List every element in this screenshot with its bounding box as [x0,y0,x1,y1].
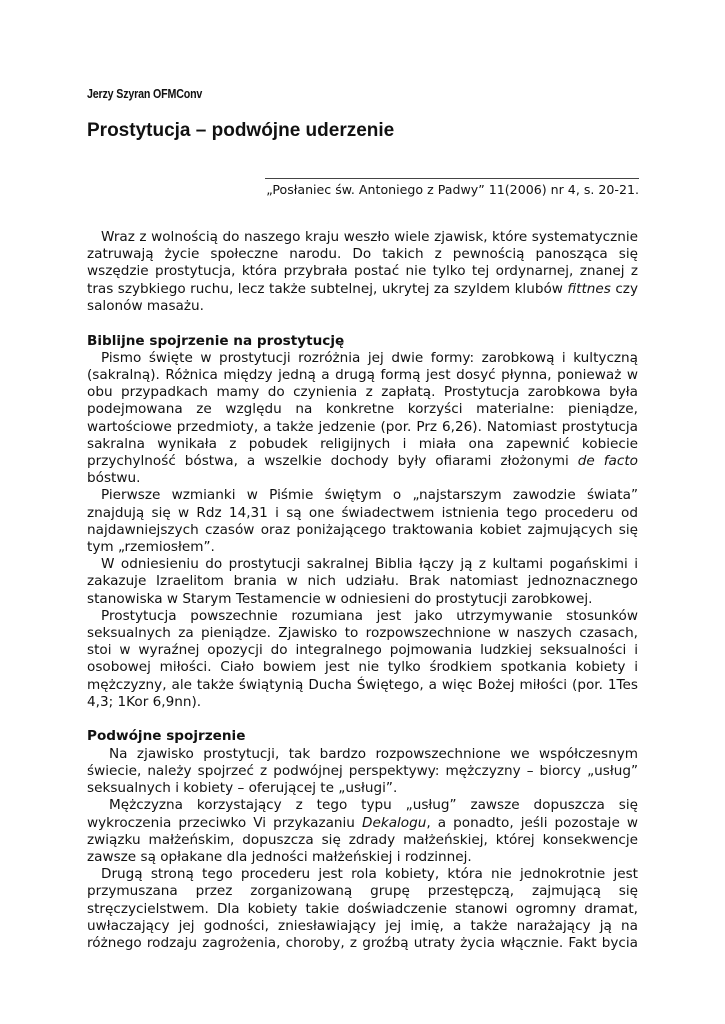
section-heading-double-view: Podwójne spojrzenie [87,728,246,745]
section2-paragraph-3: Drugą stroną tego procederu jest rola kobiety, która nie jednokrotnie jest przymuszana przez zorganizowaną grupę przestępczą, zajmującą się stręczycielstwem. Dla kobiety takie doświadczenie stanowi ogromny dramat, uwłaczający jej godności, zniesławiający jej imię, a także narażający ją na różnego rodzaju zagrożenia, choroby, z groźbą utraty życia włącznie. Fakt bycia [87,866,638,951]
intro-text-2: czy salonów masażu. [87,280,638,314]
s2p2-emphasis: Dekalogu [362,814,427,831]
intro-text-1: Wraz z wolnością do naszego kraju weszło wiele zjawisk, które systematycznie zatruwają życie społeczne narodu. Do takich z pewnością panosząca się wszędzie prostytucja, która przybrała postać nie tylko tej ordynarnej, znanej z tras szybkiego ruchu, lecz także subtelnej, ukrytej za szyldem klubów [87,229,638,297]
section1-paragraph-2: Pierwsze wzmianki w Piśmie świętym o „najstarszym zawodzie świata” znajdują się w Rdz 14,31 i są one świadectwem istnienia tego procederu od najdawniejszych czasów oraz poniżającego traktowania kobiet zajmujących się tym „rzemiosłem”. [87,487,638,555]
section1-paragraph-4: Prostytucja powszechnie rozumiana jest jako utrzymywanie stosunków seksualnych za pieniądze. Zjawisko to rozpowszechnione w naszych czasach, stoi w wyraźnej opozycji do integralnego pojmowania ludzkiej seksualności i osobowej miłości. Ciało bowiem jest nie tylko środkiem spotkania kobiety i mężczyzny, ale także świątynią Ducha Świętego, a więc Bożej miłości (por. 1Tes 4,3; 1Kor 6,9nn). [87,607,638,710]
article-title: Prostytucja – podwójne uderzenie [87,120,395,141]
s1p1-text-2: bóstwu. [87,470,141,487]
section2-paragraph-2 [87,797,638,866]
section1-paragraph-1 [87,350,638,488]
intro-emphasis: fittnes [567,280,611,297]
s2p2-text-2: , a ponadto, jeśli pozostaje w związku małżeńskim, dopuszcza się zdrady małżeńskiej, której konsekwencje zawsze są opłakane dla jedności małżeńskiej i rodzinnej. [87,814,639,865]
s2p2-text-1: Mężczyzna korzystający z tego typu „usług” zawsze dopuszcza się wykroczenia przeciwko Vi przykazaniu [87,797,638,831]
source-citation: „Posłaniec św. Antoniego z Padwy” 11(2006) nr 4, s. 20-21. [266,182,639,197]
source-divider [265,178,639,179]
author-name: Jerzy Szyran OFMConv [87,86,203,101]
article-body [87,229,638,952]
section1-paragraph-3: W odniesieniu do prostytucji sakralnej Biblia łączy ją z kultami pogańskimi i zakazuje Izraelitom brania w nich udziału. Brak natomiast jednoznacznego stanowiska w Starym Testamencie w odniesieni do prostytucji zarobkowej. [87,556,638,607]
section-heading-biblical: Biblijne spojrzenie na prostytucję [87,332,345,349]
s1p1-text-1: Pismo święte w prostytucji rozróżnia jej dwie formy: zarobkową i kultyczną (sakralną). Różnica między jedną a drugą formą jest dosyć płynna, ponieważ w obu przypadkach mamy do czynienia z zapłatą. Prostytucja zarobkowa była podejmowana ze względu na konkretne korzyści materialne: pieniądze, wartościowe przedmioty, a także jedzenie (por. Prz 6,26). Natomiast prostytucja sakralna wynikała z pobudek religijnych i miała ona zapewnić kobiecie przychylność bóstwa, a wszelkie dochody były ofiarami złożonymi [87,349,638,469]
s1p1-emphasis: de facto [577,452,638,469]
section2-paragraph-1: Na zjawisko prostytucji, tak bardzo rozpowszechnione we współczesnym świecie, należy spojrzeć z podwójnej perspektywy: mężczyzny – biorcy „usług” seksualnych i kobiety – oferującej te „usługi”. [87,745,638,797]
intro-paragraph [87,229,638,315]
